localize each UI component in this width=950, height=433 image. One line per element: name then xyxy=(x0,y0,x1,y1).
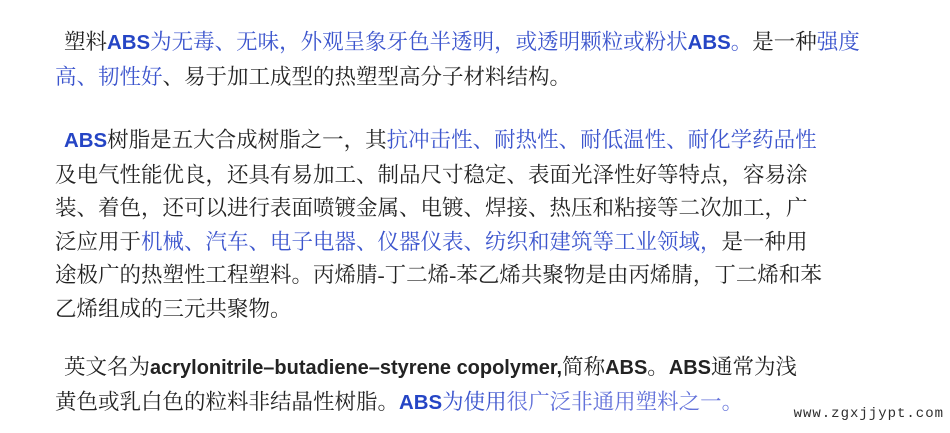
text-run: 黄色或乳白色的粒料非结晶性树脂。 xyxy=(55,389,400,414)
text-run: 是一种用 xyxy=(721,229,808,254)
keyword-link[interactable]: ABS xyxy=(687,32,731,54)
text-line xyxy=(55,26,903,61)
keyword-link[interactable]: 抗冲击性、耐热性、耐低温性、耐化学药品性 xyxy=(386,128,817,152)
text-run: 。 xyxy=(647,355,669,379)
paragraph xyxy=(55,26,903,94)
text-run: 简称 xyxy=(562,355,606,379)
text-run: 及电气性能优良，还具有易加工、制品尺寸稳定、表面光泽性好等特点，容易涂 xyxy=(55,162,808,187)
keyword-link[interactable]: 高、韧性好 xyxy=(55,64,163,89)
keyword-link[interactable]: ABS xyxy=(107,32,151,54)
text-run: 是一种 xyxy=(752,30,817,54)
text-line xyxy=(55,61,903,95)
text-line xyxy=(55,192,903,226)
text-run: 树脂是五大合成树脂之一，其 xyxy=(107,128,387,152)
text-run: ABS xyxy=(605,357,648,379)
text-line xyxy=(55,351,903,386)
keyword-link[interactable]: 机械、汽车、电子电器、仪器仪表、纺织和建筑等工业领域， xyxy=(141,229,722,254)
text-run: 塑料 xyxy=(64,30,108,54)
text-run: 途极广的热塑性工程塑料。丙烯腈-丁二烯-苯乙烯共聚物是由丙烯腈，丁二烯和苯 xyxy=(55,263,822,287)
text-line xyxy=(55,124,903,159)
keyword-link[interactable]: ABS xyxy=(399,391,443,414)
text-run: 通常为浅 xyxy=(711,355,798,379)
text-run: 、易于加工成型的热塑型高分子材料结构。 xyxy=(162,64,572,89)
text-line xyxy=(55,259,903,293)
paragraph xyxy=(55,351,903,420)
keyword-link[interactable]: 。 xyxy=(730,30,753,54)
article-text xyxy=(55,26,903,420)
text-line xyxy=(55,386,903,421)
text-run: ABS xyxy=(668,357,712,379)
paragraph xyxy=(55,124,903,326)
keyword-link[interactable]: 为无毒、无味，外观呈象牙色半透明，或透明颗粒或粉状 xyxy=(150,30,688,54)
keyword-link[interactable]: 强度 xyxy=(816,30,860,54)
watermark: www.zgxjjypt.com xyxy=(793,406,944,422)
text-line xyxy=(55,226,903,260)
keyword-link[interactable]: 很广泛非通用塑料之一。 xyxy=(506,389,744,414)
text-run: 泛应用于 xyxy=(55,229,142,254)
text-run: 装、着色，还可以进行表面喷镀金属、电镀、焊接、热压和粘接等二次加工，广 xyxy=(55,196,808,220)
text-run: 乙烯组成的三元共聚物。 xyxy=(55,296,292,321)
text-run: 英文名为 xyxy=(64,355,151,379)
keyword-link[interactable]: ABS xyxy=(64,130,108,152)
text-line xyxy=(55,293,903,327)
text-run: acrylonitrile–butadiene–styrene copolymer, xyxy=(150,357,563,379)
text-line xyxy=(55,159,903,193)
keyword-link[interactable]: 为使用 xyxy=(442,389,507,414)
